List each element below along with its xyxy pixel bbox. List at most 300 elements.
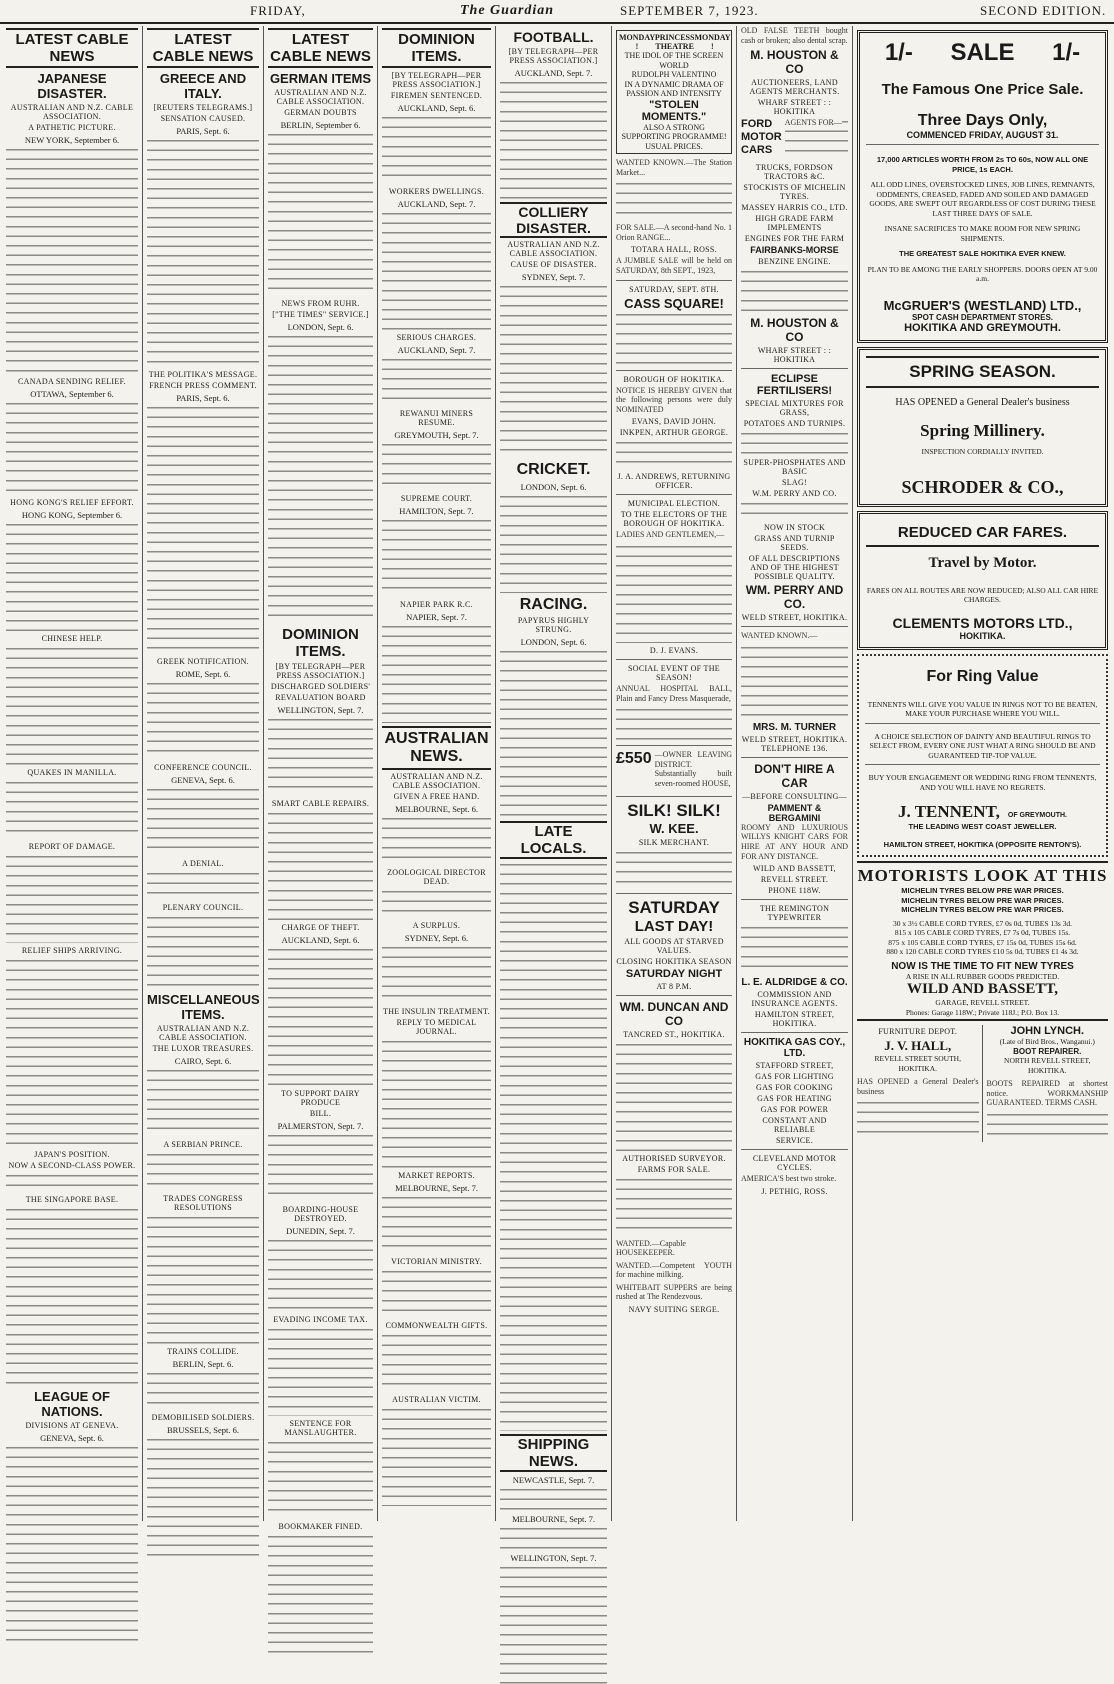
- classified-ad: WHITEBAIT SUPPERS are being rushed at The Rendezvous.: [616, 1282, 732, 1302]
- theatre-ad: [616, 30, 732, 154]
- subheading: PAPYRUS HIGHLY STRUNG.: [517, 616, 590, 634]
- subheading: REVALUATION BOARD: [275, 693, 366, 702]
- subheading: FIREMEN SENTENCED.: [390, 91, 483, 100]
- divider: [616, 745, 732, 746]
- subheading: SERIOUS CHARGES.: [396, 333, 477, 342]
- dateline: WELLINGTON, Sept. 7.: [510, 1553, 597, 1563]
- article-text: [268, 1237, 373, 1312]
- ad-line: COMMISSION AND INSURANCE AGENTS.: [751, 990, 838, 1009]
- theatre-day-right: MONDAY !: [694, 33, 731, 51]
- lynch-address: NORTH REVELL STREET, HOKITIKA.: [1004, 1056, 1091, 1075]
- headline: MISCELLANEOUS ITEMS.: [147, 992, 260, 1022]
- article-text: [147, 1370, 259, 1410]
- houston-title: M. HOUSTON & CO: [750, 48, 839, 77]
- divider: [866, 144, 1099, 145]
- article-text: [147, 404, 259, 654]
- subheading: REPORT OF DAMAGE.: [28, 842, 116, 851]
- sale-line: CLOSING HOKITIKA SEASON: [616, 956, 732, 966]
- lynch-title: JOHN LYNCH.: [1010, 1025, 1085, 1037]
- dateline: SYDNEY, Sept. 6.: [404, 933, 469, 943]
- spring-title: SPRING SEASON.: [866, 356, 1099, 388]
- masthead-edition: SECOND EDITION.: [980, 3, 1107, 18]
- ad-line: SUPER-PHOSPHATES AND BASIC: [743, 458, 846, 477]
- subheading: GIVEN A FREE HAND.: [393, 792, 480, 801]
- article-text: [741, 644, 848, 719]
- subheading: THE LUXOR TREASURES.: [152, 1044, 254, 1053]
- sale-detail: THE GREATEST SALE HOKITIKA EVER KNEW.: [899, 249, 1066, 258]
- dateline: WELLINGTON, Sept. 7.: [277, 705, 364, 715]
- subheading: HONG KONG'S RELIEF EFFORT.: [10, 498, 134, 507]
- dateline: OTTAWA, September 6.: [30, 389, 114, 399]
- divider: [616, 659, 732, 660]
- ad-line: WILD AND BASSETT,: [753, 864, 836, 874]
- ford-word: FORD: [741, 118, 773, 131]
- ad-line: SLAG!: [781, 478, 808, 488]
- subheading: QUAKES IN MANILLA.: [27, 768, 117, 777]
- dateline: NEWCASTLE, Sept. 7.: [512, 1475, 595, 1485]
- masthead-paper-name: The Guardian: [460, 3, 555, 18]
- ad-heading: TOTARA HALL, ROSS.: [631, 245, 717, 255]
- house-price: £550: [616, 750, 652, 768]
- subheading: ZOOLOGICAL DIRECTOR DEAD.: [387, 868, 486, 886]
- dateline: BERLIN, September 6.: [280, 120, 361, 130]
- ford-text: [785, 118, 848, 158]
- headline: RACING.: [519, 596, 588, 613]
- houston-title: M. HOUSTON & CO: [750, 316, 839, 345]
- tyres-title: MOTORISTS LOOK AT THIS: [857, 861, 1108, 886]
- article-text: [6, 1206, 138, 1386]
- ford-word: CARS: [741, 144, 773, 157]
- ford-ad: [741, 118, 848, 161]
- subheading: CHARGE OF THEFT.: [281, 923, 360, 932]
- subheading: RELIEF SHIPS ARRIVING.: [21, 946, 123, 955]
- divider: [741, 1032, 848, 1033]
- dateline: CAIRO, Sept. 6.: [174, 1056, 232, 1066]
- article-text: [268, 131, 373, 296]
- dateline: LONDON, Sept. 6.: [287, 322, 354, 332]
- ad-line: THE IDOL OF THE SCREEN WORLD: [624, 51, 724, 70]
- article-text: [147, 786, 259, 856]
- headline: LEAGUE OF NATIONS.: [34, 1389, 110, 1419]
- hall-address: REVELL STREET SOUTH, HOKITIKA.: [874, 1054, 961, 1073]
- classified-ad: WANTED.—Capable HOUSEKEEPER.: [616, 1238, 686, 1258]
- hall-title: J. V. HALL,: [884, 1038, 952, 1053]
- source-line: AUSTRALIAN AND N.Z. CABLE ASSOCIATION.: [390, 772, 483, 790]
- subheading: FRENCH PRESS COMMENT.: [149, 381, 257, 390]
- dateline: AUCKLAND, Sept. 6.: [281, 935, 360, 945]
- headline: GERMAN ITEMS: [269, 71, 372, 86]
- hall-ad: [857, 1025, 983, 1142]
- article-text: [147, 1067, 259, 1137]
- article-text: [616, 543, 732, 643]
- subheading: TO SUPPORT DAIRY PRODUCE: [281, 1089, 360, 1107]
- classified-ad: OLD FALSE TEETH bought cash or broken; also dental scrap.: [741, 26, 848, 45]
- article-text: [741, 500, 848, 520]
- article-text: [382, 944, 491, 1004]
- divider: [616, 370, 732, 371]
- ford-agents: AGENTS FOR—: [784, 118, 842, 128]
- section-banner: LATEST CABLE NEWS: [268, 28, 373, 68]
- ad-line: MASSEY HARRIS CO., LTD.: [741, 203, 848, 213]
- duncan-address: TANCRED ST., HOKITIKA.: [623, 1029, 725, 1039]
- subheading: AUSTRALIAN VICTIM.: [392, 1395, 481, 1404]
- hall-text: HAS OPENED a General Dealer's business: [857, 1077, 979, 1096]
- ford-word: MOTOR: [741, 131, 782, 144]
- article-text: [500, 1564, 607, 1684]
- headline: FOOTBALL.: [513, 29, 594, 45]
- divider: [741, 899, 848, 900]
- mcgruer-title: McGRUER'S (WESTLAND) LTD.,: [883, 297, 1082, 313]
- ad-line: USUAL PRICES.: [645, 141, 703, 151]
- mcgruer-locations: HOKITIKA AND GREYMOUTH.: [904, 321, 1061, 334]
- divider: [741, 368, 848, 369]
- subheading: THE SINGAPORE BASE.: [25, 1195, 119, 1204]
- divider: [865, 764, 1100, 765]
- ring-text: A CHOICE SELECTION OF DAINTY AND BEAUTIFUL RINGS TO SELECT FROM, EVERY ONE JUST WHAT A RING SHOULD BE AND GUARANTEED TIP-TOP VALUE.: [869, 731, 1096, 760]
- dateline: PARIS, Sept. 6.: [176, 393, 230, 403]
- lynch-trade: BOOT REPAIRER.: [1013, 1046, 1082, 1056]
- article-text: [268, 716, 373, 796]
- article-text: [616, 180, 732, 220]
- masthead: [0, 0, 1114, 24]
- article-text: [616, 439, 732, 469]
- dateline: GENEVA, Sept. 6.: [40, 1433, 104, 1443]
- subheading: CHINESE HELP.: [41, 634, 103, 643]
- subheading: SUPREME COURT.: [400, 494, 473, 503]
- dateline: AUCKLAND, Sept. 7.: [397, 199, 476, 209]
- signature: J. PETHIG, ROSS.: [761, 1186, 828, 1196]
- dateline: BRUSSELS, Sept. 6.: [166, 1425, 240, 1435]
- ad-line: STOCKISTS OF MICHELIN TYRES.: [743, 183, 846, 202]
- dateline: PARIS, Sept. 6.: [176, 126, 230, 136]
- duncan-title: WM. DUNCAN AND CO: [619, 999, 729, 1028]
- subheading: CAUSE OF DISASTER.: [510, 260, 597, 269]
- aldridge-title: L. E. ALDRIDGE & CO.: [741, 977, 848, 989]
- article-text: [268, 1326, 373, 1416]
- silk-title: SILK! SILK!: [627, 800, 721, 820]
- dateline: PALMERSTON, Sept. 7.: [277, 1121, 364, 1131]
- clements-location: HOKITIKA.: [959, 630, 1006, 641]
- clements-title: CLEMENTS MOTORS LTD.,: [892, 614, 1073, 631]
- article-text: [268, 1533, 373, 1653]
- article-text: [616, 1176, 732, 1236]
- lynch-text: BOOTS REPAIRED at shortest notice. WORKMANSHIP GUARANTEED. TERMS CASH.: [986, 1079, 1108, 1108]
- ad-line: TRUCKS, FORDSON TRACTORS &C.: [755, 163, 834, 182]
- article-text: [500, 1525, 607, 1550]
- sale-night: SATURDAY NIGHT: [625, 967, 723, 980]
- dateline: LONDON, Sept. 6.: [520, 482, 587, 492]
- dateline: SYDNEY, Sept. 7.: [521, 272, 586, 282]
- sale-detail: PLAN TO BE AMONG THE EARLY SHOPPERS. DOORS OPEN AT 9.00 a.m.: [867, 264, 1098, 283]
- article-text: [147, 1214, 259, 1344]
- tyre-price: 815 x 105 CABLE CORD TYRES, £7 7s 0d, TUBES 15s.: [894, 928, 1071, 937]
- divider: [741, 626, 848, 627]
- ad-heading: SOCIAL EVENT OF THE SEASON!: [628, 663, 720, 682]
- article-text: [382, 1406, 491, 1506]
- article-text: [147, 1151, 259, 1191]
- ad-line: GAS FOR HEATING: [757, 1094, 832, 1104]
- article-text: [500, 1486, 607, 1511]
- article-text: [6, 645, 138, 765]
- column-4: [378, 26, 496, 1521]
- divider: [741, 1149, 848, 1150]
- subheading: VICTORIAN MINISTRY.: [391, 1257, 482, 1266]
- notice-text: ANNUAL HOSPITAL BALL, Plain and Fancy Dress Masquerade,: [616, 683, 732, 703]
- tennent-subtitle: THE LEADING WEST COAST JEWELLER.: [908, 822, 1057, 831]
- tyres-now: NOW IS THE TIME TO FIT NEW TYRES: [891, 960, 1074, 972]
- article-text: [616, 706, 732, 741]
- headline: GREECE AND ITALY.: [159, 71, 247, 101]
- article-text: [382, 1194, 491, 1254]
- source-line: [BY TELEGRAPH—PER PRESS ASSOCIATION.]: [391, 71, 482, 89]
- dateline: ROME, Sept. 6.: [175, 669, 231, 679]
- signature: D. J. EVANS.: [649, 645, 699, 655]
- headline: CRICKET.: [516, 461, 591, 478]
- subheading: REWANUI MINERS RESUME.: [399, 409, 474, 427]
- article-text: [382, 517, 491, 597]
- dateline: DUNEDIN, Sept. 7.: [286, 1226, 355, 1236]
- ad-heading: CLEVELAND MOTOR CYCLES.: [752, 1154, 837, 1173]
- fares-detail: FARES ON ALL ROUTES ARE NOW REDUCED; ALSO ALL CAR HIRE CHARGES.: [866, 585, 1099, 604]
- article-text: [382, 114, 491, 184]
- subheading: SMART CABLE REPAIRS.: [271, 799, 370, 808]
- ad-line: ALSO A STRONG SUPPORTING PROGRAMME!: [621, 122, 727, 141]
- silk-merchant-name: W. KEE.: [649, 820, 699, 836]
- article-text: [6, 146, 138, 374]
- car-fares-ad: [857, 511, 1108, 650]
- mcgruer-subtitle: SPOT CASH DEPARTMENT STORES.: [911, 312, 1054, 322]
- sale-price-right: 1/-: [1052, 39, 1081, 66]
- michelin-line: MICHELIN TYRES BELOW PRE WAR PRICES.: [901, 886, 1064, 895]
- ad-line: NOW IN STOCK: [763, 523, 826, 533]
- film-title: "STOLEN MOMENTS.": [641, 98, 707, 123]
- sale-subtitle: The Famous One Price Sale.: [881, 81, 1084, 98]
- dateline: MELBOURNE, Sept. 6.: [395, 804, 478, 814]
- ring-value-ad: [857, 654, 1108, 858]
- article-text: [147, 137, 259, 367]
- signature: J. A. ANDREWS, RETURNING OFFICER.: [617, 472, 731, 491]
- source-line: [BY TELEGRAPH—PER PRESS ASSOCIATION.]: [275, 662, 366, 680]
- divider: [741, 757, 848, 758]
- article-text: [268, 333, 373, 623]
- dateline: AUCKLAND, Sept. 7.: [514, 68, 593, 78]
- ad-line: OF ALL DESCRIPTIONS AND OF THE HIGHEST POSSIBLE QUALITY.: [748, 554, 841, 582]
- wb-phones: Phones: Garage 118W.; Private 118J.; P.O. Box 13.: [857, 1008, 1108, 1022]
- subheading: A SERBIAN PRINCE.: [163, 1140, 243, 1149]
- ad-line: PHONE 118W.: [768, 886, 821, 896]
- subheading: BOARDING-HOUSE DESTROYED.: [282, 1205, 359, 1223]
- michelin-line: MICHELIN TYRES BELOW PRE WAR PRICES.: [901, 905, 1064, 914]
- tyres-ad: [857, 861, 1108, 1021]
- column-1: [2, 26, 143, 1521]
- fares-title: REDUCED CAR FARES.: [866, 520, 1099, 547]
- theatre-day-left: MONDAY !: [619, 33, 656, 51]
- houston-address: WHARF STREET : : HOKITIKA: [757, 98, 832, 117]
- article-text: [616, 849, 732, 889]
- dateline: AUCKLAND, Sept. 6.: [397, 103, 476, 113]
- dateline: HONG KONG, September 6.: [21, 510, 123, 520]
- article-text: [857, 1099, 979, 1139]
- notice-text: NOTICE IS HEREBY GIVEN that the following persons were duly NOMINATED: [616, 385, 732, 414]
- masthead-date: SEPTEMBER 7, 1923.: [620, 3, 759, 18]
- classified-ad: WANTED.—Competent YOUTH for machine milking.: [616, 1260, 732, 1280]
- houston-subtitle: AUCTIONEERS, LAND AGENTS MERCHANTS.: [749, 78, 840, 97]
- subheading: PLENARY COUNCIL.: [162, 903, 244, 912]
- sale-commenced: COMMENCED FRIDAY, AUGUST 31.: [906, 130, 1059, 140]
- subheading: DEMOBILISED SOLDIERS.: [151, 1413, 255, 1422]
- dont-hire-title: DON'T HIRE A CAR: [754, 761, 835, 790]
- tyres-rubber: A RISE IN ALL RUBBER GOODS PREDICTED.: [905, 971, 1060, 981]
- headline: JAPANESE DISASTER.: [37, 71, 107, 101]
- nominee: INKPEN, ARTHUR GEORGE.: [619, 428, 729, 438]
- article-text: [6, 1444, 138, 1644]
- section-banner: LATEST CABLE NEWS: [147, 28, 259, 68]
- source-line: [REUTERS TELEGRAMS.]: [153, 103, 253, 112]
- article-text: [147, 870, 259, 900]
- article-text: [500, 493, 607, 593]
- subheading: NAPIER PARK R.C.: [400, 600, 473, 609]
- article-text: [616, 311, 732, 366]
- article-text: [616, 1041, 732, 1151]
- section-banner: LATEST CABLE NEWS: [6, 28, 138, 68]
- article-text: [6, 853, 138, 943]
- article-text: [987, 1111, 1109, 1136]
- divider: [616, 280, 732, 281]
- classified-ad: WANTED KNOWN.—: [741, 631, 818, 641]
- column-8: [853, 26, 1112, 1521]
- subheading: BILL.: [309, 1109, 332, 1118]
- lynch-subtitle: (Late of Bird Bros., Wanganui.): [999, 1037, 1095, 1046]
- notice-text: ROOMY AND LUXURIOUS WILLYS KNIGHT CARS FOR HIRE AT ANY HOUR AND FOR ANY DISTANCE.: [741, 822, 848, 861]
- article-text: [500, 79, 607, 199]
- sale-price-left: 1/-: [884, 39, 913, 66]
- divider: [616, 796, 732, 797]
- tennent-branch: HAMILTON STREET, HOKITIKA (OPPOSITE RENTON'S).: [883, 839, 1082, 849]
- subheading: TRAINS COLLIDE.: [167, 1347, 239, 1356]
- subheading: DIVISIONS AT GENEVA.: [25, 1421, 119, 1430]
- silk-subtitle: SILK MERCHANT.: [638, 837, 710, 847]
- ad-title: CASS SQUARE!: [624, 295, 724, 311]
- lynch-ad: [987, 1025, 1109, 1142]
- ad-line: GAS FOR LIGHTING: [755, 1072, 834, 1082]
- sale-duration: Three Days Only,: [917, 112, 1048, 129]
- column-6: [612, 26, 737, 1521]
- sale-detail: ALL ODD LINES, OVERSTOCKED LINES, JOB LINES, REMNANTS, ODDMENTS, CREASED, FADED AND SOILED AND DAMAGED GOODS, ARE SWEPT OUT REGARDLESS OF COST DURING THESE LAST THREE DAYS OF SALE.: [869, 180, 1096, 218]
- ad-heading: BOROUGH OF HOKITIKA.: [623, 374, 725, 384]
- subheading: A SURPLUS.: [412, 921, 461, 930]
- article-text: [741, 268, 848, 313]
- sale-time: AT 8 P.M.: [656, 981, 692, 991]
- subheading: A PATHETIC PICTURE.: [28, 123, 116, 132]
- article-text: [500, 648, 607, 818]
- ad-line: STAFFORD STREET,: [755, 1061, 834, 1071]
- ad-line: GAS FOR COOKING: [756, 1083, 833, 1093]
- headline: SHIPPING NEWS.: [500, 1434, 607, 1472]
- dateline: MELBOURNE, Sept. 7.: [395, 1183, 478, 1193]
- subheading: NEWS FROM RUHR.: [281, 299, 360, 308]
- ad-line: W.M. PERRY AND CO.: [752, 489, 837, 499]
- classified-ad: FOR SALE.—A second-hand No. 1 Orion RANGE...: [616, 223, 732, 242]
- ad-heading: FARMS FOR SALE.: [637, 1164, 711, 1174]
- spring-season-ad: [857, 347, 1108, 507]
- sale-detail: 17,000 ARTICLES WORTH FROM 2s TO 60s, NOW ALL ONE PRICE, 1s EACH.: [876, 155, 1089, 174]
- subheading: THE POLITIKA'S MESSAGE.: [148, 370, 258, 379]
- subheading: SENTENCE FOR MANSLAUGHTER.: [284, 1419, 357, 1437]
- ad-heading: NAVY SUITING SERGE.: [628, 1305, 720, 1315]
- sale-day-title: SATURDAY: [628, 897, 720, 917]
- dateline: GREYMOUTH, Sept. 7.: [394, 430, 479, 440]
- article-text: [382, 815, 491, 865]
- subheading: JAPAN'S POSITION.: [34, 1150, 110, 1159]
- article-text: [382, 1332, 491, 1392]
- spring-invite: INSPECTION CORDIALLY INVITED.: [921, 447, 1044, 456]
- divider: [616, 995, 732, 996]
- article-text: [500, 861, 607, 1431]
- dateline: NEW YORK, September 6.: [24, 135, 120, 145]
- column-7: [737, 26, 853, 1521]
- subheading: TRADES CONGRESS RESOLUTIONS: [163, 1194, 243, 1212]
- ad-heading: MUNICIPAL ELECTION.: [627, 499, 721, 509]
- ad-line: SPECIAL MIXTURES FOR GRASS,: [745, 399, 844, 418]
- one-price-sale-ad: [857, 30, 1108, 343]
- turner-address: WELD STREET, HOKITIKA. TELEPHONE 136.: [741, 734, 848, 753]
- ad-line: SERVICE.: [775, 1136, 814, 1146]
- bottom-ads: [857, 1025, 1108, 1142]
- headline: DOMINION ITEMS.: [282, 626, 359, 660]
- theatre-name: PRINCESS THEATRE: [654, 33, 695, 51]
- headline: COLLIERY DISASTER.: [500, 202, 607, 238]
- article-text: [6, 400, 138, 495]
- classified-ad: WANTED KNOWN.—The Station Market...: [616, 158, 732, 177]
- eclipse-title: ECLIPSE FERTILISERS!: [756, 373, 833, 398]
- subheading: SENSATION CAUSED.: [160, 114, 246, 123]
- source-line: AUSTRALIAN AND N.Z. CABLE ASSOCIATION.: [10, 103, 134, 121]
- dateline: GENEVA, Sept. 6.: [171, 775, 235, 785]
- subheading: CANADA SENDING RELIEF.: [18, 377, 126, 386]
- article-text: [6, 1172, 138, 1192]
- article-text: [382, 623, 491, 723]
- house-text: —OWNER LEAVING DISTRICT. Substantially built seven-roomed HOUSE,: [654, 750, 732, 788]
- article-text: [382, 210, 491, 330]
- dateline: BERLIN, Sept. 6.: [172, 1359, 234, 1369]
- ad-heading: THE REMINGTON TYPEWRITER: [759, 904, 830, 923]
- sale-line: ALL GOODS AT STARVED VALUES.: [624, 936, 724, 955]
- pamment: PAMMENT & BERGAMINI: [767, 802, 822, 823]
- article-text: [268, 1132, 373, 1202]
- ad-line: BENZINE ENGINE.: [758, 257, 831, 267]
- dateline: MELBOURNE, Sept. 7.: [512, 1514, 595, 1524]
- ad-line: RUDOLPH VALENTINO: [631, 70, 717, 79]
- ring-text: TENNENTS WILL GIVE YOU VALUE IN RINGS NOT TO BE BEATEN, MAKE YOUR PURCHASE WHERE YOU WILL.: [867, 699, 1098, 718]
- subheading: GERMAN DOUBTS: [284, 108, 357, 117]
- hall-heading: FURNITURE DEPOT.: [878, 1027, 958, 1036]
- sale-last-day: LAST DAY!: [634, 917, 714, 935]
- spring-text: HAS OPENED a General Dealer's business: [895, 396, 1070, 408]
- tyre-price: 30 x 3½ CABLE CORD TYRES, £7 0s 0d, TUBES 13s 3d.: [892, 918, 1073, 928]
- ad-line: ENGINES FOR THE FARM: [744, 234, 845, 244]
- divider: [865, 723, 1100, 724]
- article-text: [147, 914, 259, 989]
- divider: [616, 494, 732, 495]
- ad-line: GRASS AND TURNIP SEEDS.: [754, 534, 835, 553]
- subheading: A DENIAL.: [182, 859, 224, 868]
- source-line: [BY TELEGRAPH—PER PRESS ASSOCIATION.]: [508, 47, 599, 65]
- ad-line: IN A DYNAMIC DRAMA OF PASSION AND INTENSITY: [624, 79, 724, 98]
- subheading: GREEK NOTIFICATION.: [157, 657, 249, 666]
- house-ad: [616, 750, 732, 791]
- ring-title: For Ring Value: [926, 667, 1039, 685]
- sale-word: SALE: [950, 39, 1015, 66]
